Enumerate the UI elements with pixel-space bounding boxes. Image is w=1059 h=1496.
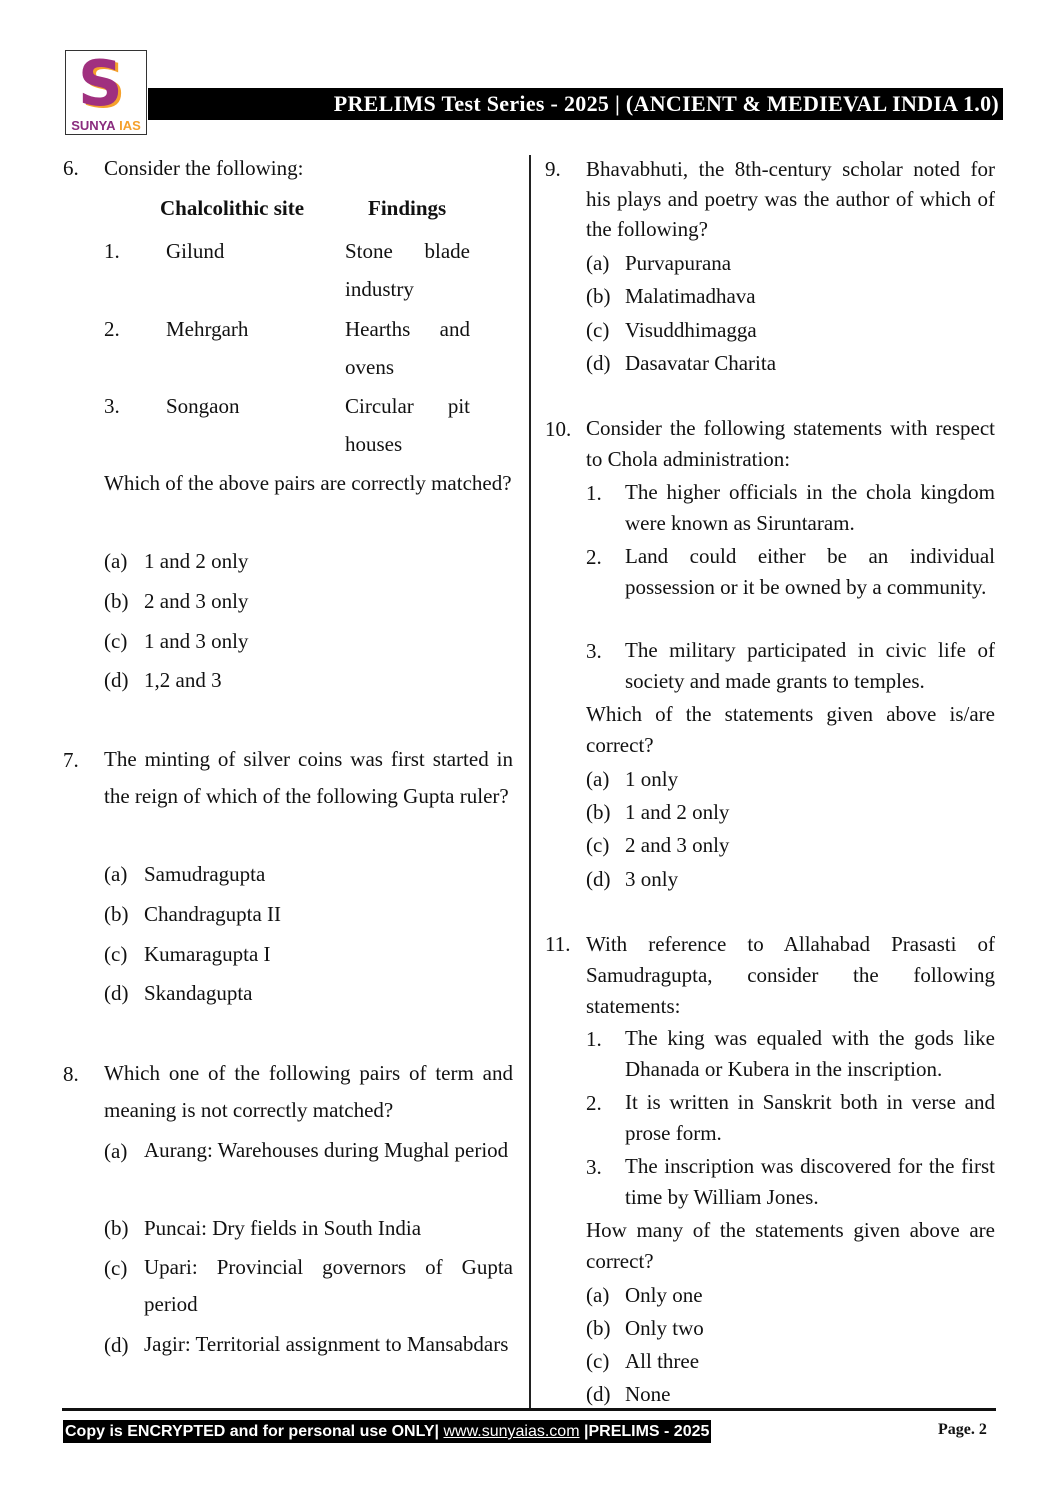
q11-option-c[interactable]: All three: [625, 1349, 700, 1373]
footer-rule: [62, 1408, 996, 1411]
q10-statement-number: 3.: [586, 639, 602, 663]
q6-option-label: (d): [104, 668, 129, 692]
q6-row-finding: Hearths and ovens: [345, 317, 470, 379]
q8-option-label: (d): [104, 1333, 129, 1357]
q6-row-finding: Circular pit houses: [345, 394, 470, 456]
q8-option-label: (c): [104, 1256, 128, 1280]
q7-option-c[interactable]: Kumaragupta I: [144, 942, 271, 966]
q10-question: Which of the statements given above is/are correct?: [586, 702, 995, 757]
sunya-ias-logo: S SUNYA IAS: [65, 50, 147, 135]
footer-series: |PRELIMS - 2025: [583, 1423, 710, 1440]
q10-statement-number: 2.: [586, 545, 602, 569]
footer-website-link[interactable]: www.sunyaias.com: [443, 1423, 580, 1440]
q8-option-a[interactable]: Aurang: Warehouses during Mughal period: [144, 1138, 509, 1162]
q8-option-b[interactable]: Puncai: Dry fields in South India: [144, 1216, 422, 1240]
q11-statement: The inscription was discovered for the first time by William Jones.: [625, 1154, 995, 1209]
q10-option-c[interactable]: 2 and 3 only: [625, 833, 730, 857]
q8-option-d[interactable]: Jagir: Territorial assignment to Mansabdars: [144, 1332, 509, 1356]
q6-option-label: (a): [104, 549, 128, 573]
q6-option-label: (b): [104, 589, 129, 613]
q6-col-header-site: Chalcolithic site: [160, 196, 305, 220]
q7-option-label: (d): [104, 981, 129, 1005]
q7-option-d[interactable]: Skandagupta: [144, 981, 253, 1005]
q11-option-label: (a): [586, 1283, 610, 1307]
q6-row-site: Mehrgarh: [166, 317, 249, 341]
q7-stem: The minting of silver coins was first started in the reign of which of the following Gupta ruler?: [104, 747, 513, 808]
q6-col-header-findings: Findings: [368, 196, 447, 220]
q10-option-b[interactable]: 1 and 2 only: [625, 800, 730, 824]
q6-row-site: Songaon: [166, 394, 240, 418]
q9-option-d[interactable]: Dasavatar Charita: [625, 351, 777, 375]
q6-option-a[interactable]: 1 and 2 only: [144, 549, 249, 573]
q6-option-b[interactable]: 2 and 3 only: [144, 589, 249, 613]
q10-option-label: (d): [586, 867, 611, 891]
q7-option-label: (a): [104, 862, 128, 886]
q10-number: 10.: [545, 417, 572, 441]
header-title: PRELIMS Test Series - 2025 | (ANCIENT & MEDIEVAL INDIA 1.0): [148, 88, 1003, 120]
q7-option-b[interactable]: Chandragupta II: [144, 902, 282, 926]
q6-stem: Consider the following:: [104, 156, 304, 180]
q8-number: 8.: [63, 1062, 79, 1086]
q6-option-d[interactable]: 1,2 and 3: [144, 668, 222, 692]
q10-stem: Consider the following statements with respect to Chola administration:: [586, 416, 995, 471]
q9-option-label: (c): [586, 318, 610, 342]
q6-question: Which of the above pairs are correctly matched?: [104, 471, 512, 495]
q9-option-b[interactable]: Malatimadhava: [625, 284, 756, 308]
q10-statement: The military participated in civic life of society and made grants to temples.: [625, 638, 995, 693]
q10-option-label: (c): [586, 833, 610, 857]
q9-number: 9.: [545, 157, 561, 181]
q11-number: 11.: [545, 932, 571, 956]
q6-row-number: 3.: [104, 394, 120, 418]
footer-copy-notice: Copy is ENCRYPTED and for personal use ONLY|: [65, 1423, 440, 1440]
q10-option-d[interactable]: 3 only: [625, 867, 679, 891]
q11-option-d[interactable]: None: [625, 1382, 671, 1406]
q11-statement-number: 3.: [586, 1155, 602, 1179]
q11-statement: It is written in Sanskrit both in verse and prose form.: [625, 1090, 995, 1145]
q7-number: 7.: [63, 748, 79, 772]
q10-option-label: (a): [586, 767, 610, 791]
q6-row-number: 1.: [104, 239, 120, 263]
q11-option-a[interactable]: Only one: [625, 1283, 703, 1307]
q11-stem: With reference to Allahabad Prasasti of Samudragupta, consider the following statements:: [586, 932, 995, 1018]
q9-option-label: (b): [586, 284, 611, 308]
q8-option-label: (b): [104, 1216, 129, 1240]
logo-text-accent: IAS: [119, 118, 141, 133]
column-divider: [529, 155, 531, 1411]
q11-option-label: (c): [586, 1349, 610, 1373]
q9-option-label: (d): [586, 351, 611, 375]
q11-statement-number: 1.: [586, 1027, 602, 1051]
q6-option-c[interactable]: 1 and 3 only: [144, 629, 249, 653]
q10-option-label: (b): [586, 800, 611, 824]
q6-row-number: 2.: [104, 317, 120, 341]
q9-option-c[interactable]: Visuddhimagga: [625, 318, 757, 342]
q7-option-label: (b): [104, 902, 129, 926]
q7-option-a[interactable]: Samudragupta: [144, 862, 266, 886]
q11-question: How many of the statements given above are correct?: [586, 1218, 995, 1273]
q6-row-finding: Stone blade industry: [345, 239, 470, 301]
q11-statement-number: 2.: [586, 1091, 602, 1115]
q10-statement: Land could either be an individual possession or it be owned by a community.: [625, 544, 995, 599]
q10-option-a[interactable]: 1 only: [625, 767, 679, 791]
q8-option-label: (a): [104, 1139, 128, 1163]
q9-option-a[interactable]: Purvapurana: [625, 251, 732, 275]
q11-option-b[interactable]: Only two: [625, 1316, 704, 1340]
q9-option-label: (a): [586, 251, 610, 275]
q7-option-label: (c): [104, 942, 128, 966]
footer-banner: [63, 1420, 711, 1443]
page-number: Page. 2: [938, 1421, 987, 1438]
q11-option-label: (d): [586, 1382, 611, 1406]
logo-text: SUNYA: [71, 118, 116, 133]
q9-stem: Bhavabhuti, the 8th-century scholar noted for his plays and poetry was the author of which of the following?: [586, 157, 995, 241]
q11-option-label: (b): [586, 1316, 611, 1340]
q11-statement: The king was equaled with the gods like Dhanada or Kubera in the inscription.: [625, 1026, 995, 1081]
q6-row-site: Gilund: [166, 239, 225, 263]
q6-option-label: (c): [104, 629, 128, 653]
q8-stem: Which one of the following pairs of term and meaning is not correctly matched?: [104, 1061, 513, 1122]
q10-statement-number: 1.: [586, 481, 602, 505]
q6-number: 6.: [63, 156, 79, 180]
q8-option-c[interactable]: Upari: Provincial governors of Gupta period: [144, 1255, 513, 1316]
q10-statement: The higher officials in the chola kingdom were known as Siruntaram.: [625, 480, 995, 535]
